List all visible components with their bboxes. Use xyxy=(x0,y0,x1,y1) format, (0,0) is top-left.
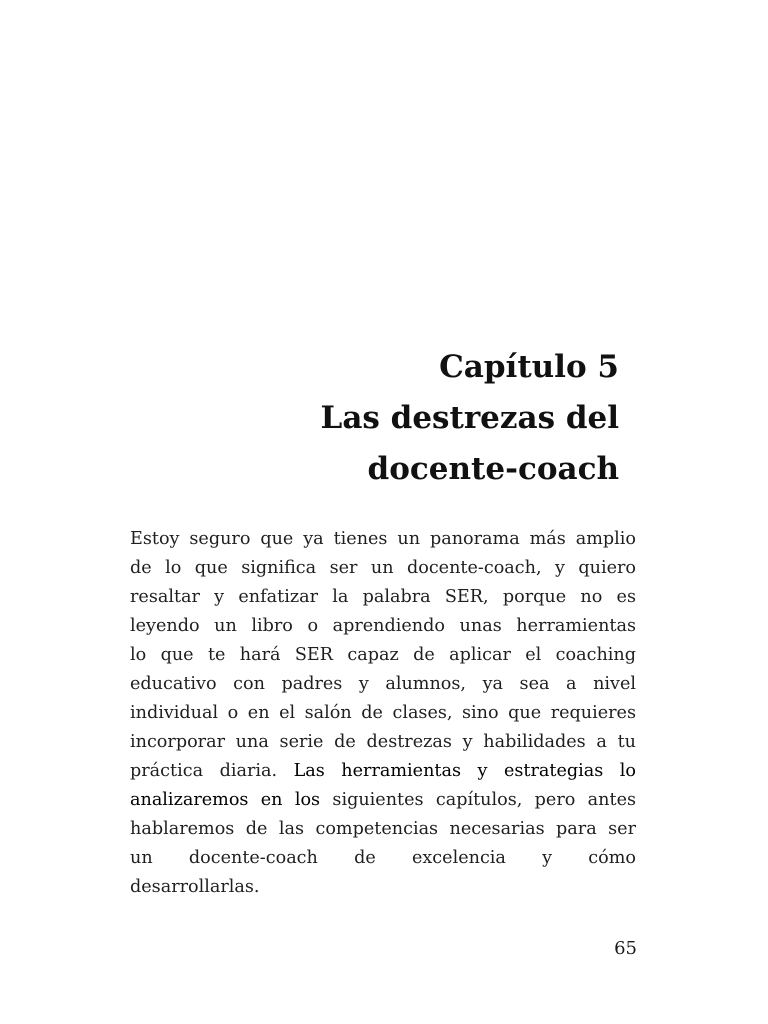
paragraph-line: leyendo un libro o aprendiendo unas herramientas xyxy=(130,616,636,636)
page-number: 65 xyxy=(614,938,637,959)
chapter-title-line-2: docente-coach xyxy=(367,451,619,487)
chapter-title-line-1: Las destrezas del xyxy=(320,400,619,436)
paragraph-line: educativo con padres y alumnos, ya sea a nivel xyxy=(130,674,636,694)
chapter-heading xyxy=(199,342,619,495)
paragraph-line: lo que te hará SER capaz de aplicar el coaching xyxy=(130,645,636,665)
emphasis-segment: Las herramientas y estrategias lo xyxy=(293,761,636,781)
paragraph-line: individual o en el salón de clases, sino que requieres xyxy=(130,703,636,723)
chapter-number: Capítulo 5 xyxy=(439,349,619,385)
emphasis-segment: analizaremos en los xyxy=(130,790,321,810)
paragraph-line: de lo que significa ser un docente-coach, y quiero xyxy=(130,558,636,578)
paragraph-line: un docente-coach de excelencia y cómo xyxy=(130,848,636,868)
paragraph-segment: práctica diaria. xyxy=(130,761,278,781)
paragraph-line: Estoy seguro que ya tienes un panorama más amplio xyxy=(130,529,636,549)
paragraph-line: resaltar y enfatizar la palabra SER, porque no es xyxy=(130,587,636,607)
body-paragraph xyxy=(130,525,636,902)
paragraph-line: incorporar una serie de destrezas y habilidades a tu xyxy=(130,732,636,752)
paragraph-line: desarrollarlas. xyxy=(130,877,260,897)
paragraph-segment: siguientes capítulos, pero antes xyxy=(332,790,637,810)
paragraph-line-mixed xyxy=(130,786,636,815)
paragraph-line-mixed xyxy=(130,757,636,786)
paragraph-line: hablaremos de las competencias necesarias para ser xyxy=(130,819,636,839)
